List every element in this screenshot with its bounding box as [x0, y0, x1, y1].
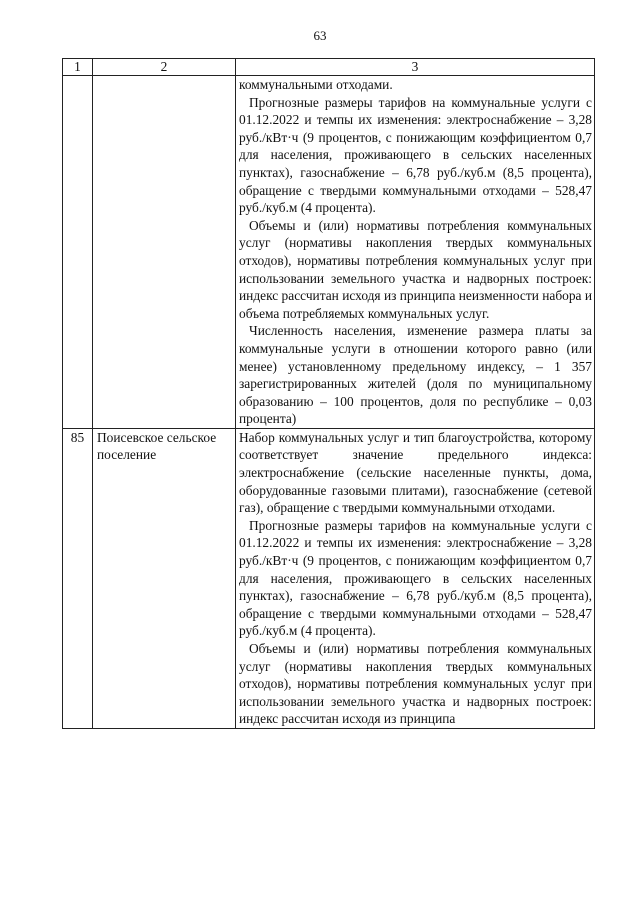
row-number: 85	[63, 428, 93, 728]
header-col-1: 1	[63, 59, 93, 76]
table-row	[63, 428, 595, 728]
row-content	[236, 76, 595, 429]
header-col-2: 2	[93, 59, 236, 76]
header-col-3: 3	[236, 59, 595, 76]
tariff-table	[62, 58, 595, 729]
row-number	[63, 76, 93, 429]
page-number: 63	[313, 28, 327, 43]
municipality-name	[93, 76, 236, 429]
paragraph: Объемы и (или) нормативы потребления коммунальных услуг (нормативы накопления твердых коммунальных отходов), нормативы потребления коммунальных услуг при использовании земельного участка и надворных построек: индекс рассчитан исходя из принципа	[239, 641, 592, 727]
paragraph: Прогнозные размеры тарифов на коммунальные услуги с 01.12.2022 и темпы их изменения: электроснабжение – 3,28 руб./кВт·ч (9 процентов, с понижающим коэффициентом 0,7 для населения, проживающего в сельских населенных пунктах), газоснабжение – 6,78 руб./куб.м (8,5 процента), обращение с твердыми коммунальными отходами – 528,47 руб./куб.м (4 процента).	[239, 94, 592, 216]
table-row	[63, 76, 595, 429]
paragraph: Набор коммунальных услуг и тип благоустройства, которому соответствует значение предельного индекса: электроснабжение (сельские населенные пункты, дома, оборудованные газовыми плитами), газоснабжение (сетевой газ), обращение с твердыми коммунальными отходами.	[239, 429, 592, 516]
table-header-row	[63, 59, 595, 76]
row-content	[236, 428, 595, 728]
municipality-name: Поисевское сельское поселение	[93, 428, 236, 728]
paragraph: коммунальными отходами.	[239, 77, 393, 92]
paragraph: Объемы и (или) нормативы потребления коммунальных услуг (нормативы накопления твердых коммунальных отходов), нормативы потребления коммунальных услуг при использовании земельного участка и надворных построек: индекс рассчитан исходя из принципа неизменности набора и объема потребляемых коммунальных услуг.	[239, 217, 592, 321]
paragraph: Численность населения, изменение размера платы за коммунальные услуги в отношении которого равно (или менее) установленному предельному индексу, – 1 357 зарегистрированных жителей (доля по муниципальному образованию – 100 процентов, доля по республике – 0,03 процента)	[239, 323, 592, 427]
paragraph: Прогнозные размеры тарифов на коммунальные услуги с 01.12.2022 и темпы их изменения: электроснабжение – 3,28 руб./кВт·ч (9 процентов, с понижающим коэффициентом 0,7 для населения, проживающего в сельских населенных пунктах), газоснабжение – 6,78 руб./куб.м (8,5 процента), обращение с твердыми коммунальными отходами – 528,47 руб./куб.м (4 процента).	[239, 517, 592, 639]
